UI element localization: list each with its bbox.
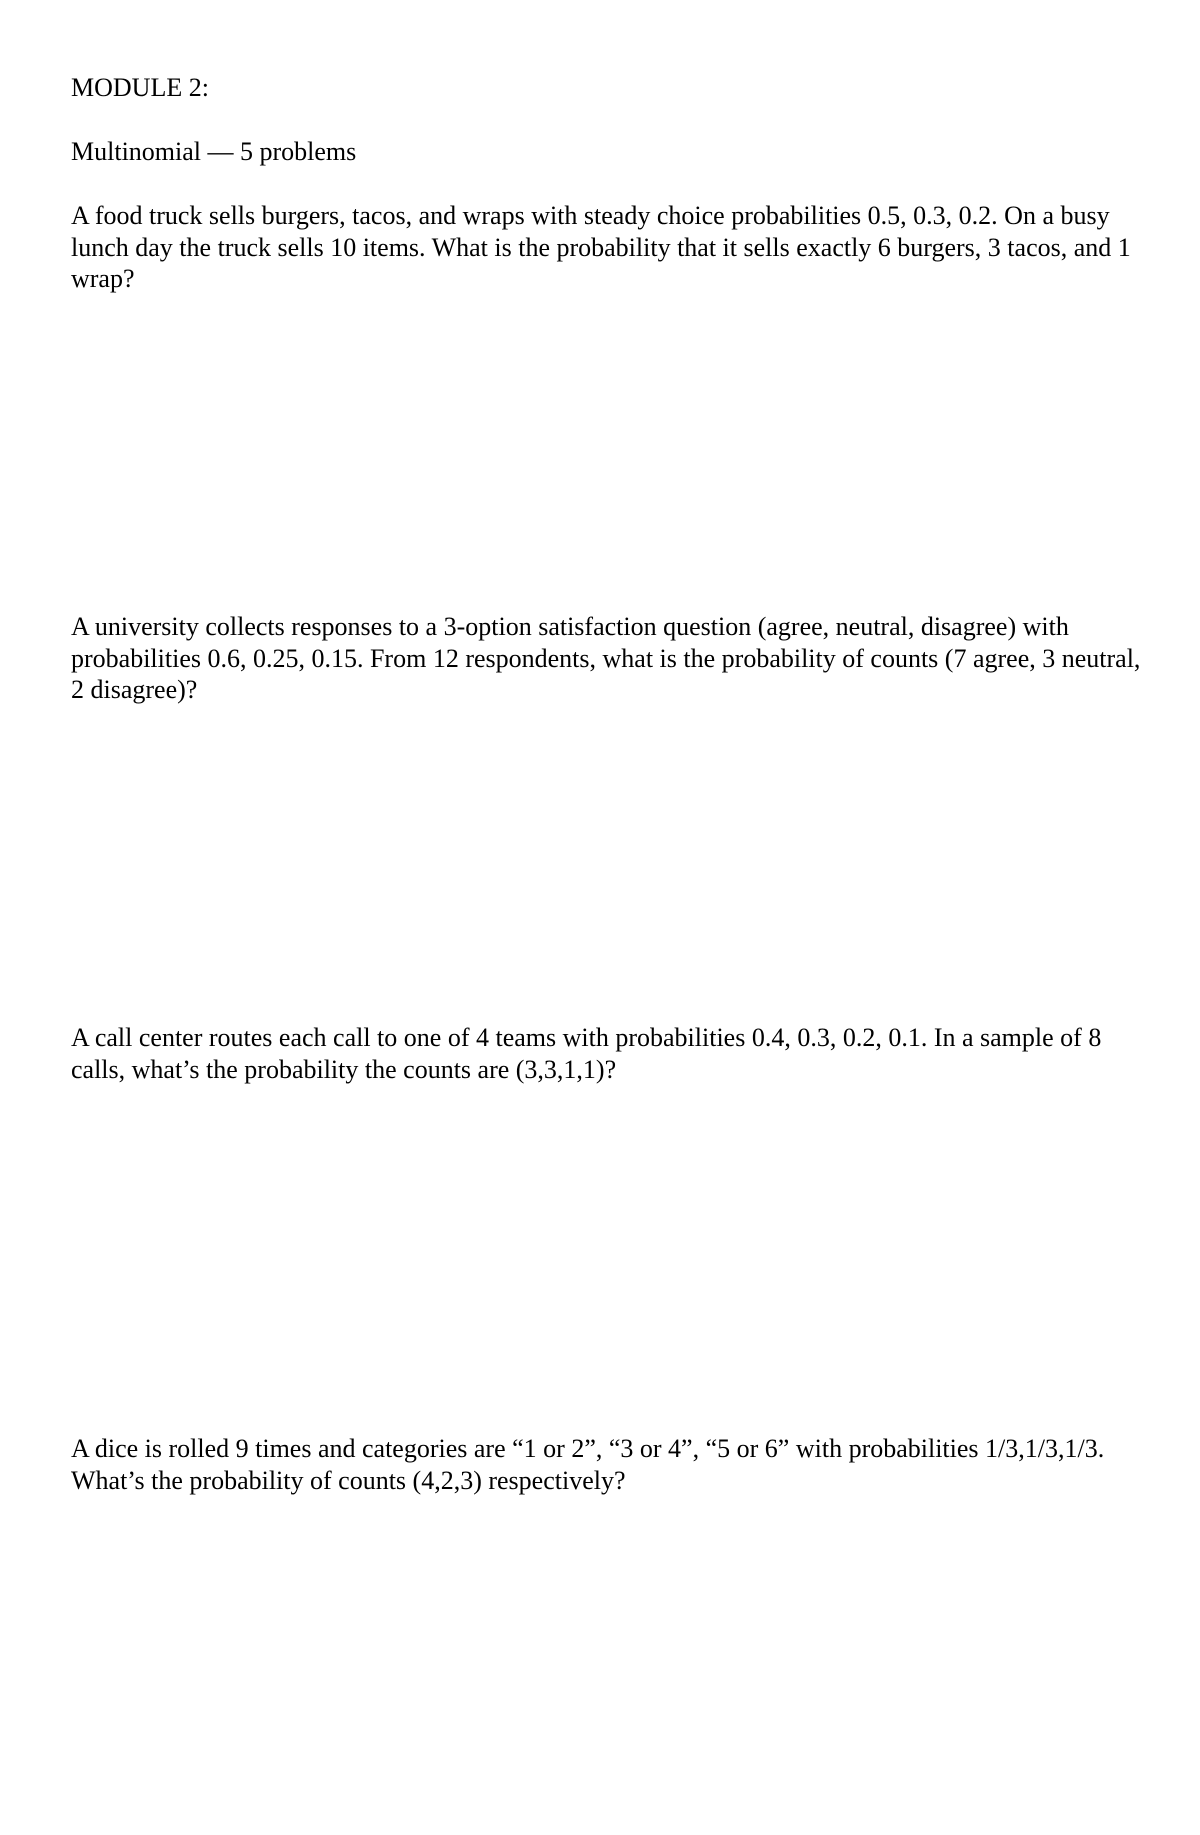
module-title: MODULE 2: <box>71 73 209 102</box>
problem-2: A university collects responses to a 3-option satisfaction question (agree, neutral, disagree) with probabilities 0.6, 0.25, 0.15. From 12 respondents, what is the probability of counts (7 agree, 3 neutral, 2 disagree)? <box>71 612 1141 704</box>
problem-3: A call center routes each call to one of 4 teams with probabilities 0.4, 0.3, 0.2, 0.1. In a sample of 8 calls, what’s the probability the counts are (3,3,1,1)? <box>71 1023 1102 1084</box>
problem-1: A food truck sells burgers, tacos, and wraps with steady choice probabilities 0.5, 0.3, 0.2. On a busy lunch day the truck sells 10 items. What is the probability that it sells exactly 6 burgers, 3 tacos, and 1 wrap? <box>71 201 1131 293</box>
section-title: Multinomial — 5 problems <box>71 137 357 166</box>
problem-4: A dice is rolled 9 times and categories are “1 or 2”, “3 or 4”, “5 or 6” with probabilities 1/3,1/3,1/3. What’s the probability of counts (4,2,3) respectively? <box>71 1434 1105 1495</box>
